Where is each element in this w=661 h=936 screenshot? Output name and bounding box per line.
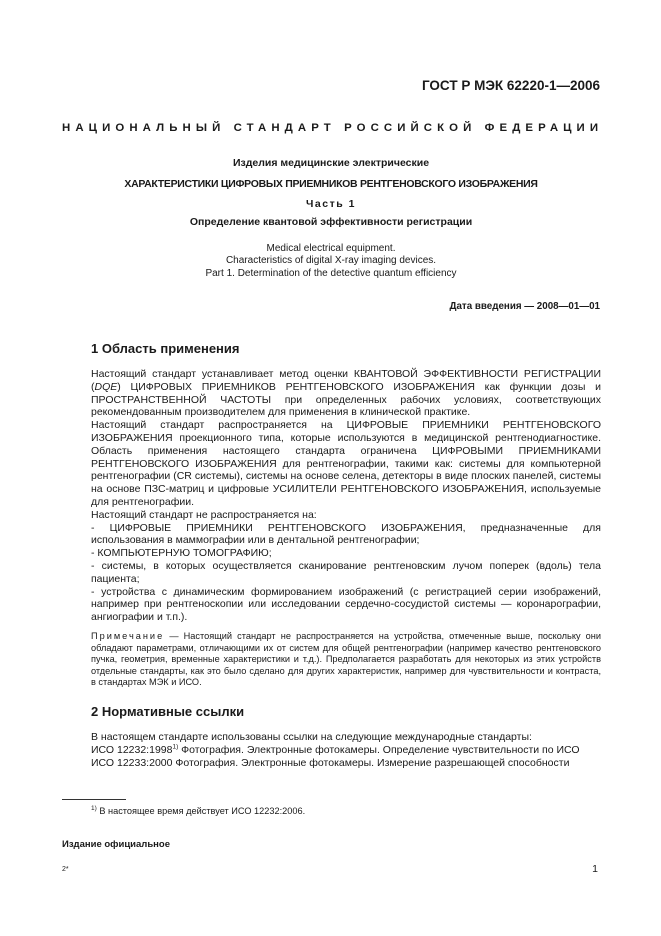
section-1-body — [91, 368, 601, 624]
section-1-paragraph-2: Настоящий стандарт распространяется на ЦИФРОВЫЕ ПРИЕМНИКИ РЕНТГЕНОВСКОГО ИЗОБРАЖЕНИЯ проекционного типа, которые используются в медицинской рентгенодиагностике. Область применения настоящего стандарта ограничена ЦИФРОВЫМИ ПРИЕМНИКАМИ РЕНТГЕНОВСКОГО ИЗОБРАЖЕНИЯ для рентгенографии, такими как: системы для компьютерной рентгенографии (CR системы), системы на основе селена, детекторы в виде плоских панелей, системы на основе ПЗС-матриц и цифровые УСИЛИТЕЛИ РЕНТГЕНОВСКОГО ИЗОБРАЖЕНИЯ, используемые для рентгенографии. — [91, 419, 601, 508]
note-label: Примечание — [91, 631, 165, 641]
section-1-note — [91, 631, 601, 689]
edition-label: Издание официальное — [62, 839, 170, 850]
reference-iso-12232: ИСО 12232:1998$^{1)}$ Фотография. Электронные фотокамеры. Определение чувствительности по ИСО — [91, 743, 580, 756]
title-part: Часть 1 — [306, 198, 356, 210]
title-line-2: ХАРАКТЕРИСТИКИ ЦИФРОВЫХ ПРИЕМНИКОВ РЕНТГЕНОВСКОГО ИЗОБРАЖЕНИЯ — [124, 178, 538, 190]
national-standard-banner: НАЦИОНАЛЬНЫЙ СТАНДАРТ РОССИЙСКОЙ ФЕДЕРАЦИИ — [62, 122, 604, 134]
english-title-line-3: Part 1. Determination of the detective quantum efficiency — [205, 267, 457, 279]
title-subtitle: Определение квантовой эффективности регистрации — [189, 216, 473, 228]
exclusion-item-2: - КОМПЬЮТЕРНУЮ ТОМОГРАФИЮ; — [91, 547, 272, 560]
footnote-divider — [62, 799, 126, 800]
title-line-1: Изделия медицинские электрические — [232, 157, 430, 169]
english-title-line-2: Characteristics of digital X-ray imaging devices. — [225, 255, 437, 267]
english-title — [62, 243, 600, 280]
footnote: $^{1)}$ В настоящее время действует ИСО 12232:2006. — [91, 804, 306, 816]
exclusion-item-3: - системы, в которых осуществляется сканирование рентгеновским лучом поперек (вдоль) тела пациента; — [91, 559, 601, 585]
introduction-date: Дата введения — 2008—01—01 — [449, 301, 600, 312]
section-1-heading: 1 Область применения — [91, 341, 240, 356]
section-1-paragraph-3: Настоящий стандарт не распространяется на: — [91, 508, 317, 521]
section-2-paragraph-1: В настоящем стандарте использованы ссылки на следующие международные стандарты: — [91, 731, 532, 743]
section-2-body — [91, 731, 601, 769]
page-number: 1 — [592, 863, 598, 875]
section-1-paragraph-1: Настоящий стандарт устанавливает метод оценки КВАНТОВОЙ ЭФФЕКТИВНОСТИ РЕГИСТРАЦИИ (DQE) ЦИФРОВЫХ ПРИЕМНИКОВ РЕНТГЕНОВСКОГО ИЗОБРАЖЕНИЯ как функции дозы и ПРОСТРАНСТВЕННОЙ ЧАСТОТЫ при определенных рабочих условиях, соответствующих рекомендованным производителем для применения в клинической практике. — [91, 368, 601, 419]
document-code: ГОСТ Р МЭК 62220-1—2006 — [421, 78, 600, 93]
signature-mark: 2* — [62, 866, 69, 873]
reference-iso-12233: ИСО 12233:2000 Фотография. Электронные фотокамеры. Измерение разрешающей способности — [91, 756, 570, 769]
exclusion-item-4: - устройства с динамическим формированием изображений (с регистрацией серии изображений, например при рентгеноскопии или исследовании сердечно-сосудистой системы — коронарографии, ангиографии и т.п.). — [91, 585, 601, 624]
exclusion-item-1: - ЦИФРОВЫЕ ПРИЕМНИКИ РЕНТГЕНОВСКОГО ИЗОБРАЖЕНИЯ, предназначенные для использования в маммографии или в дентальной рентгенографии; — [91, 521, 601, 547]
note-text: — Настоящий стандарт не распространяется на устройства, отмеченные выше, поскольку они обладают параметрами, отличающими их от систем для общей рентгенографии (например качество рентгеновского пучка, геометрия, временные характеристики и т.д.). Предполагается разработать для некоторых из этих устройств отдельные стандарты, как это было сделано для других характеристик, например для чувствительности и контраста, в стандартах МЭК и ИСО. — [91, 631, 601, 688]
section-2-heading: 2 Нормативные ссылки — [91, 704, 245, 719]
english-title-line-1: Medical electrical equipment. — [266, 243, 396, 254]
